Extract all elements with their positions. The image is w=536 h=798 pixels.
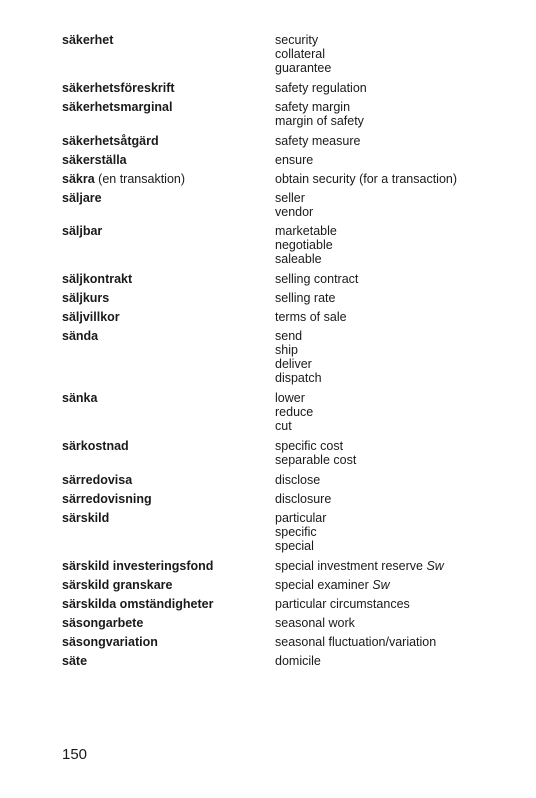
swedish-term xyxy=(62,492,275,506)
translation-line xyxy=(275,291,522,305)
translation-text: particular circumstances xyxy=(275,597,410,611)
translation-line xyxy=(275,616,522,630)
translation-line xyxy=(275,33,522,47)
translation-line xyxy=(275,134,522,148)
english-translations xyxy=(275,272,522,286)
glossary-entry xyxy=(62,329,522,385)
term-text: säkerhet xyxy=(62,33,114,47)
english-translations xyxy=(275,291,522,305)
translation-line xyxy=(275,205,522,219)
translation-text: disclosure xyxy=(275,492,332,506)
translation-text: lower xyxy=(275,391,305,405)
english-translations xyxy=(275,134,522,148)
glossary-entry xyxy=(62,511,522,553)
translation-line xyxy=(275,153,522,167)
english-translations xyxy=(275,172,522,186)
glossary-entry xyxy=(62,391,522,433)
term-text: säljvillkor xyxy=(62,310,120,324)
translation-line xyxy=(275,453,522,467)
term-text: sända xyxy=(62,329,99,343)
translation-line xyxy=(275,343,522,357)
swedish-term xyxy=(62,172,275,186)
term-text: särskilda omständigheter xyxy=(62,597,214,611)
term-text: säte xyxy=(62,654,88,668)
translation-line xyxy=(275,559,522,573)
translation-text: send xyxy=(275,329,303,343)
translation-line xyxy=(275,597,522,611)
translation-line xyxy=(275,391,522,405)
translation-text: particular xyxy=(275,511,327,525)
translation-text: vendor xyxy=(275,205,314,219)
swedish-term xyxy=(62,597,275,611)
translation-line xyxy=(275,329,522,343)
term-text: särskild xyxy=(62,511,110,525)
glossary-entry xyxy=(62,635,522,649)
region-note: Sw xyxy=(426,559,444,573)
term-text: säljare xyxy=(62,191,102,205)
translation-text: specific xyxy=(275,525,317,539)
glossary-entry xyxy=(62,153,522,167)
translation-text: seasonal work xyxy=(275,616,355,630)
english-translations xyxy=(275,597,522,611)
translation-line xyxy=(275,191,522,205)
swedish-term xyxy=(62,272,275,286)
translation-line xyxy=(275,47,522,61)
english-translations xyxy=(275,310,522,324)
translation-line xyxy=(275,492,522,506)
term-text: säljbar xyxy=(62,224,103,238)
term-text: säkerhetsåtgärd xyxy=(62,134,159,148)
page-number: 150 xyxy=(62,746,88,763)
english-translations xyxy=(275,578,522,592)
translation-text: guarantee xyxy=(275,61,332,75)
english-translations xyxy=(275,635,522,649)
translation-text: cut xyxy=(275,419,292,433)
english-translations xyxy=(275,81,522,95)
glossary-entry xyxy=(62,172,522,186)
glossary-entries xyxy=(62,33,522,668)
translation-line xyxy=(275,357,522,371)
swedish-term xyxy=(62,473,275,487)
english-translations xyxy=(275,100,522,128)
glossary-entry xyxy=(62,559,522,573)
term-text: säkerställa xyxy=(62,153,127,167)
term-text: säkerhetsföreskrift xyxy=(62,81,175,95)
term-text: särkostnad xyxy=(62,439,129,453)
swedish-term xyxy=(62,81,275,95)
translation-line xyxy=(275,81,522,95)
swedish-term xyxy=(62,134,275,148)
translation-text: special investment reserve xyxy=(275,559,423,573)
swedish-term xyxy=(62,100,275,114)
translation-line xyxy=(275,525,522,539)
english-translations xyxy=(275,329,522,385)
english-translations xyxy=(275,33,522,75)
term-text: säljkontrakt xyxy=(62,272,133,286)
term-text: säkerhetsmarginal xyxy=(62,100,173,114)
swedish-term xyxy=(62,191,275,205)
translation-line xyxy=(275,511,522,525)
glossary-entry xyxy=(62,439,522,467)
swedish-term xyxy=(62,511,275,525)
translation-line xyxy=(275,272,522,286)
term-text: sänka xyxy=(62,391,98,405)
translation-line xyxy=(275,635,522,649)
translation-line xyxy=(275,114,522,128)
translation-text: selling rate xyxy=(275,291,336,305)
translation-text: selling contract xyxy=(275,272,359,286)
translation-text: saleable xyxy=(275,252,322,266)
term-text: särredovisa xyxy=(62,473,133,487)
translation-line xyxy=(275,238,522,252)
term-qualifier: (en transaktion) xyxy=(94,172,186,186)
translation-line xyxy=(275,439,522,453)
english-translations xyxy=(275,391,522,433)
swedish-term xyxy=(62,559,275,573)
translation-line xyxy=(275,61,522,75)
term-text: särskild investeringsfond xyxy=(62,559,214,573)
glossary-entry xyxy=(62,224,522,266)
english-translations xyxy=(275,224,522,266)
translation-text: seasonal fluctuation/variation xyxy=(275,635,437,649)
translation-line xyxy=(275,371,522,385)
translation-text: specific cost xyxy=(275,439,344,453)
translation-line xyxy=(275,224,522,238)
translation-text: margin of safety xyxy=(275,114,364,128)
swedish-term xyxy=(62,391,275,405)
translation-text: safety measure xyxy=(275,134,361,148)
translation-line xyxy=(275,539,522,553)
term-text: säljkurs xyxy=(62,291,110,305)
translation-text: marketable xyxy=(275,224,337,238)
translation-text: obtain security (for a transaction) xyxy=(275,172,458,186)
translation-line xyxy=(275,252,522,266)
english-translations xyxy=(275,492,522,506)
glossary-entry xyxy=(62,191,522,219)
swedish-term xyxy=(62,578,275,592)
swedish-term xyxy=(62,310,275,324)
term-text: säsongvariation xyxy=(62,635,158,649)
english-translations xyxy=(275,511,522,553)
swedish-term xyxy=(62,33,275,47)
english-translations xyxy=(275,616,522,630)
term-text: särredovisning xyxy=(62,492,152,506)
english-translations xyxy=(275,654,522,668)
glossary-entry xyxy=(62,310,522,324)
swedish-term xyxy=(62,329,275,343)
translation-line xyxy=(275,419,522,433)
translation-text: dispatch xyxy=(275,371,322,385)
term-text: säsongarbete xyxy=(62,616,144,630)
glossary-entry xyxy=(62,616,522,630)
translation-text: special xyxy=(275,539,314,553)
term-text: säkra xyxy=(62,172,95,186)
swedish-term xyxy=(62,439,275,453)
glossary-entry xyxy=(62,473,522,487)
translation-text: seller xyxy=(275,191,305,205)
translation-line xyxy=(275,405,522,419)
translation-text: security xyxy=(275,33,319,47)
region-note: Sw xyxy=(372,578,390,592)
term-text: särskild granskare xyxy=(62,578,173,592)
glossary-entry xyxy=(62,291,522,305)
glossary-entry xyxy=(62,272,522,286)
translation-text: deliver xyxy=(275,357,312,371)
translation-text: special examiner xyxy=(275,578,369,592)
english-translations xyxy=(275,473,522,487)
english-translations xyxy=(275,191,522,219)
translation-text: separable cost xyxy=(275,453,357,467)
translation-text: terms of sale xyxy=(275,310,347,324)
translation-line xyxy=(275,654,522,668)
glossary-entry xyxy=(62,578,522,592)
swedish-term xyxy=(62,153,275,167)
translation-text: collateral xyxy=(275,47,326,61)
glossary-entry xyxy=(62,492,522,506)
swedish-term xyxy=(62,635,275,649)
glossary-entry xyxy=(62,654,522,668)
swedish-term xyxy=(62,224,275,238)
swedish-term xyxy=(62,654,275,668)
english-translations xyxy=(275,559,522,573)
translation-line xyxy=(275,172,522,186)
glossary-entry xyxy=(62,81,522,95)
translation-text: negotiable xyxy=(275,238,333,252)
translation-text: reduce xyxy=(275,405,314,419)
translation-text: disclose xyxy=(275,473,321,487)
glossary-entry xyxy=(62,100,522,128)
english-translations xyxy=(275,153,522,167)
swedish-term xyxy=(62,291,275,305)
glossary-entry xyxy=(62,134,522,148)
translation-text: ensure xyxy=(275,153,314,167)
translation-line xyxy=(275,100,522,114)
translation-text: domicile xyxy=(275,654,321,668)
glossary-entry xyxy=(62,33,522,75)
translation-text: ship xyxy=(275,343,298,357)
translation-text: safety margin xyxy=(275,100,351,114)
glossary-entry xyxy=(62,597,522,611)
english-translations xyxy=(275,439,522,467)
translation-text: safety regulation xyxy=(275,81,367,95)
translation-line xyxy=(275,578,522,592)
translation-line xyxy=(275,473,522,487)
translation-line xyxy=(275,310,522,324)
swedish-term xyxy=(62,616,275,630)
